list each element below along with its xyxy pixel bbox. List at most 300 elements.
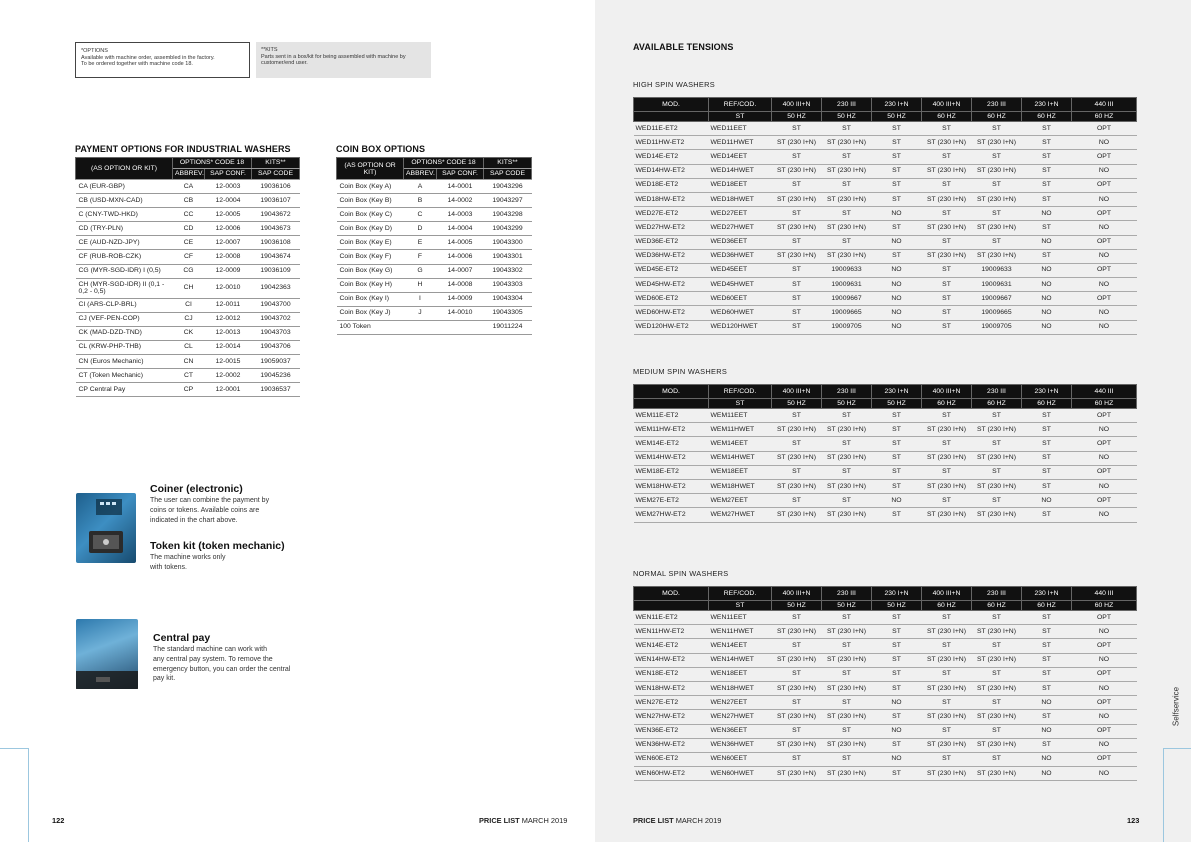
- payment-cell-sap-code: 19043673: [252, 222, 300, 236]
- tension-header-cell: 230 III: [822, 98, 872, 112]
- table-cell: WED27EET: [709, 207, 772, 221]
- table-cell: ST: [1022, 625, 1072, 639]
- table-cell: WED18HW-ET2: [634, 192, 709, 206]
- coiner-description: The user can combine the payment by coins or tokens. Available coins are indicated in the chart above.: [150, 497, 270, 524]
- table-cell: OPT: [1072, 207, 1137, 221]
- payment-cell-abbrev: CD: [173, 222, 205, 236]
- table-cell: ST: [1022, 437, 1072, 451]
- table-cell: WED36EET: [709, 235, 772, 249]
- table-cell: NO: [872, 320, 922, 334]
- table-cell: ST: [772, 494, 822, 508]
- table-cell: ST: [772, 178, 822, 192]
- table-cell: ST: [872, 738, 922, 752]
- tension-header-cell: 60 HZ: [1072, 112, 1137, 122]
- table-cell: WEM18E-ET2: [634, 465, 709, 479]
- medium-spin-title: MEDIUM SPIN WASHERS: [633, 367, 728, 376]
- payment-row: [76, 194, 300, 208]
- table-cell: ST: [922, 178, 972, 192]
- table-cell: ST: [1022, 164, 1072, 178]
- coinbox-cell-sap-conf: 14-0006: [437, 250, 484, 264]
- tension-header-cell: 400 III+N: [772, 385, 822, 399]
- payment-cell-option: CL (KRW-PHP-THB): [76, 340, 173, 354]
- footer-left: PRICE LIST MARCH 2019: [479, 816, 568, 825]
- coinbox-cell-sap-conf: [437, 320, 484, 334]
- table-cell: ST (230 I+N): [772, 451, 822, 465]
- table-cell: ST (230 I+N): [822, 479, 872, 493]
- coinbox-cell-abbrev: A: [404, 180, 437, 194]
- tension-header-cell: 60 HZ: [922, 112, 972, 122]
- coinbox-cell-abbrev: F: [404, 250, 437, 264]
- left-page: [0, 0, 595, 842]
- right-page: [595, 0, 1191, 842]
- tension-header-row: [634, 399, 1137, 409]
- payment-cell-sap-conf: 12-0012: [205, 312, 252, 326]
- table-cell: NO: [1022, 724, 1072, 738]
- table-cell: WEN14HW-ET2: [634, 653, 709, 667]
- table-cell: ST (230 I+N): [922, 136, 972, 150]
- tension-header-cell: 230 I+N: [1022, 385, 1072, 399]
- table-cell: ST: [822, 611, 872, 625]
- table-cell: NO: [1072, 508, 1137, 522]
- table-cell: ST (230 I+N): [772, 710, 822, 724]
- tension-header-cell: 230 I+N: [872, 587, 922, 601]
- tension-header-cell: 50 HZ: [772, 601, 822, 611]
- coiner-image: [76, 493, 136, 563]
- table-cell: ST (230 I+N): [822, 221, 872, 235]
- table-cell: 19009665: [822, 306, 872, 320]
- table-cell: ST: [972, 122, 1022, 136]
- table-cell: ST (230 I+N): [922, 738, 972, 752]
- table-cell: ST: [922, 724, 972, 738]
- coinbox-cell-abbrev: E: [404, 236, 437, 250]
- table-cell: ST (230 I+N): [922, 710, 972, 724]
- normal-spin-table: [633, 586, 1137, 781]
- payment-cell-sap-conf: 12-0015: [205, 355, 252, 369]
- table-cell: WEN18HWET: [709, 681, 772, 695]
- table-cell: ST (230 I+N): [822, 423, 872, 437]
- coinbox-row: [337, 180, 532, 194]
- tension-header-cell: 50 HZ: [772, 399, 822, 409]
- table-cell: WED11HWET: [709, 136, 772, 150]
- table-cell: WEN14EET: [709, 639, 772, 653]
- tension-header-cell: REF/COD.: [709, 385, 772, 399]
- table-cell: ST (230 I+N): [972, 681, 1022, 695]
- tension-header-cell: 50 HZ: [872, 601, 922, 611]
- table-cell: ST: [872, 479, 922, 493]
- table-cell: WED36E-ET2: [634, 235, 709, 249]
- payment-row: [76, 222, 300, 236]
- table-cell: ST: [972, 235, 1022, 249]
- payment-cell-abbrev: CI: [173, 298, 205, 312]
- table-cell: NO: [1072, 479, 1137, 493]
- table-cell: ST (230 I+N): [822, 710, 872, 724]
- table-cell: NO: [1072, 192, 1137, 206]
- table-row: [634, 767, 1137, 781]
- tension-header-cell: 60 HZ: [1022, 112, 1072, 122]
- tension-header-cell: [634, 601, 709, 611]
- payment-cell-sap-conf: 12-0007: [205, 236, 252, 250]
- table-cell: ST (230 I+N): [972, 653, 1022, 667]
- payment-subheader-abbrev: ABBREV.: [173, 169, 205, 180]
- table-cell: ST: [822, 235, 872, 249]
- table-cell: WEM14HW-ET2: [634, 451, 709, 465]
- table-cell: ST: [772, 207, 822, 221]
- table-cell: ST: [922, 263, 972, 277]
- table-cell: ST: [972, 465, 1022, 479]
- central-pay-illustration: [76, 619, 138, 689]
- payment-cell-sap-conf: 12-0005: [205, 208, 252, 222]
- payment-cell-abbrev: CA: [173, 180, 205, 194]
- table-cell: ST (230 I+N): [772, 221, 822, 235]
- payment-cell-option: CT (Token Mechanic): [76, 369, 173, 383]
- table-row: [634, 122, 1137, 136]
- table-cell: NO: [1022, 263, 1072, 277]
- table-cell: ST: [772, 320, 822, 334]
- table-cell: OPT: [1072, 724, 1137, 738]
- payment-cell-abbrev: CK: [173, 326, 205, 340]
- payment-cell-option: C (CNY-TWD-HKD): [76, 208, 173, 222]
- table-row: [634, 249, 1137, 263]
- table-cell: WED18HWET: [709, 192, 772, 206]
- table-cell: ST: [972, 724, 1022, 738]
- table-cell: NO: [1022, 292, 1072, 306]
- high-spin-table: [633, 97, 1137, 335]
- tension-header-row: [634, 587, 1137, 601]
- table-cell: ST: [872, 639, 922, 653]
- table-cell: WED14EET: [709, 150, 772, 164]
- payment-cell-sap-code: 19045236: [252, 369, 300, 383]
- table-row: [634, 451, 1137, 465]
- table-cell: NO: [872, 278, 922, 292]
- payment-cell-sap-code: 19059037: [252, 355, 300, 369]
- coinbox-cell-sap-code: 19043299: [484, 222, 532, 236]
- table-cell: WEN14HWET: [709, 653, 772, 667]
- table-cell: ST: [922, 494, 972, 508]
- table-cell: WEM27E-ET2: [634, 494, 709, 508]
- table-cell: ST: [922, 409, 972, 423]
- table-cell: 19009633: [972, 263, 1022, 277]
- table-cell: ST: [972, 207, 1022, 221]
- coinbox-cell-abbrev: J: [404, 306, 437, 320]
- table-cell: ST: [872, 136, 922, 150]
- table-cell: WED120HW-ET2: [634, 320, 709, 334]
- table-cell: ST: [772, 306, 822, 320]
- table-row: [634, 508, 1137, 522]
- tension-header-cell: 230 I+N: [1022, 587, 1072, 601]
- coinbox-cell-abbrev: G: [404, 264, 437, 278]
- table-cell: WED11EET: [709, 122, 772, 136]
- table-cell: NO: [1022, 278, 1072, 292]
- payment-cell-sap-code: 19043672: [252, 208, 300, 222]
- table-cell: WEN18E-ET2: [634, 667, 709, 681]
- coinbox-cell-sap-conf: 14-0009: [437, 292, 484, 306]
- tension-header-cell: 60 HZ: [1072, 601, 1137, 611]
- right-corner-vline: [1163, 748, 1164, 842]
- side-label: Selfservice: [1171, 686, 1181, 727]
- table-cell: NO: [872, 263, 922, 277]
- table-cell: ST: [772, 724, 822, 738]
- coinbox-cell-abbrev: [404, 320, 437, 334]
- table-cell: ST: [822, 150, 872, 164]
- tension-header-cell: 50 HZ: [872, 112, 922, 122]
- coinbox-cell-sap-conf: 14-0007: [437, 264, 484, 278]
- table-cell: ST: [922, 292, 972, 306]
- table-cell: ST: [922, 752, 972, 766]
- coinbox-row: [337, 208, 532, 222]
- table-cell: ST: [822, 752, 872, 766]
- table-row: [634, 681, 1137, 695]
- tension-header-cell: 60 HZ: [972, 112, 1022, 122]
- table-cell: WED11HW-ET2: [634, 136, 709, 150]
- table-cell: ST: [1022, 653, 1072, 667]
- table-cell: WED36HW-ET2: [634, 249, 709, 263]
- table-cell: ST (230 I+N): [972, 192, 1022, 206]
- payment-cell-sap-code: 19043702: [252, 312, 300, 326]
- table-cell: NO: [1072, 320, 1137, 334]
- tension-header-cell: 400 III+N: [922, 98, 972, 112]
- table-cell: WEN11HW-ET2: [634, 625, 709, 639]
- table-cell: WED45HW-ET2: [634, 278, 709, 292]
- coinbox-row: [337, 264, 532, 278]
- table-row: [634, 494, 1137, 508]
- payment-cell-sap-conf: 12-0010: [205, 278, 252, 298]
- table-cell: ST: [1022, 150, 1072, 164]
- table-cell: ST: [972, 639, 1022, 653]
- payment-cell-option: CD (TRY-PLN): [76, 222, 173, 236]
- table-cell: OPT: [1072, 263, 1137, 277]
- table-row: [634, 710, 1137, 724]
- table-cell: NO: [1072, 278, 1137, 292]
- tension-header-cell: 60 HZ: [1022, 399, 1072, 409]
- kits-note: **KITS Parts sent in a box/kit for being assembled with machine by customer/end user.: [256, 42, 431, 78]
- table-cell: WED14HWET: [709, 164, 772, 178]
- tension-header-cell: REF/COD.: [709, 98, 772, 112]
- payment-row: [76, 383, 300, 397]
- table-cell: ST: [972, 409, 1022, 423]
- tension-header-cell: 230 I+N: [1022, 98, 1072, 112]
- table-cell: WEN27EET: [709, 696, 772, 710]
- table-cell: WED18E-ET2: [634, 178, 709, 192]
- table-cell: ST: [922, 667, 972, 681]
- table-cell: ST: [822, 409, 872, 423]
- table-cell: ST: [922, 696, 972, 710]
- table-cell: NO: [1022, 696, 1072, 710]
- table-cell: NO: [1022, 752, 1072, 766]
- table-cell: 19009667: [972, 292, 1022, 306]
- central-pay-name: Central pay: [153, 632, 211, 644]
- table-cell: ST (230 I+N): [772, 479, 822, 493]
- coinbox-cell-option: Coin Box (Key C): [337, 208, 404, 222]
- table-cell: WEM27HWET: [709, 508, 772, 522]
- coin-box-options-title: COIN BOX OPTIONS: [336, 144, 426, 154]
- payment-cell-sap-code: 19043703: [252, 326, 300, 340]
- payment-header-kits: KITS**: [252, 158, 300, 169]
- table-cell: ST: [872, 465, 922, 479]
- payment-header-option: (AS OPTION OR KIT): [76, 158, 173, 180]
- table-row: [634, 136, 1137, 150]
- table-cell: NO: [1022, 207, 1072, 221]
- table-row: [634, 667, 1137, 681]
- table-cell: ST: [1022, 738, 1072, 752]
- table-cell: WEN27HWET: [709, 710, 772, 724]
- table-cell: ST: [872, 192, 922, 206]
- coinbox-cell-sap-conf: 14-0002: [437, 194, 484, 208]
- table-cell: ST (230 I+N): [822, 767, 872, 781]
- tension-header-cell: 50 HZ: [822, 601, 872, 611]
- table-cell: WEN60EET: [709, 752, 772, 766]
- payment-row: [76, 236, 300, 250]
- coin-box-options-table: [336, 157, 532, 335]
- table-cell: NO: [1072, 164, 1137, 178]
- table-cell: NO: [872, 696, 922, 710]
- coinbox-cell-abbrev: D: [404, 222, 437, 236]
- table-cell: ST: [922, 150, 972, 164]
- payment-row: [76, 369, 300, 383]
- table-cell: ST (230 I+N): [922, 249, 972, 263]
- tension-header-cell: 230 III: [972, 587, 1022, 601]
- table-cell: WED45HWET: [709, 278, 772, 292]
- table-row: [634, 639, 1137, 653]
- tension-header-cell: 400 III+N: [922, 587, 972, 601]
- tension-header-cell: 50 HZ: [872, 399, 922, 409]
- table-cell: ST: [1022, 178, 1072, 192]
- token-kit-name: Token kit (token mechanic): [150, 540, 285, 552]
- tension-header-cell: 230 III: [822, 587, 872, 601]
- table-cell: NO: [1072, 136, 1137, 150]
- tension-header-cell: 230 III: [822, 385, 872, 399]
- table-cell: ST (230 I+N): [772, 625, 822, 639]
- table-cell: ST: [772, 696, 822, 710]
- table-cell: ST (230 I+N): [772, 423, 822, 437]
- table-cell: WED18EET: [709, 178, 772, 192]
- table-cell: ST: [772, 292, 822, 306]
- payment-cell-sap-conf: 12-0014: [205, 340, 252, 354]
- table-cell: OPT: [1072, 235, 1137, 249]
- table-row: [634, 207, 1137, 221]
- coinbox-cell-sap-code: 19043303: [484, 278, 532, 292]
- payment-cell-option: CF (RUB-ROB-CZK): [76, 250, 173, 264]
- table-cell: ST: [772, 465, 822, 479]
- coinbox-cell-option: Coin Box (Key F): [337, 250, 404, 264]
- payment-row: [76, 355, 300, 369]
- table-cell: ST: [872, 409, 922, 423]
- table-cell: 19009633: [822, 263, 872, 277]
- tension-header-cell: 60 HZ: [922, 399, 972, 409]
- table-cell: ST (230 I+N): [822, 192, 872, 206]
- coinbox-cell-option: Coin Box (Key J): [337, 306, 404, 320]
- payment-cell-sap-conf: 12-0002: [205, 369, 252, 383]
- table-cell: WEN18HW-ET2: [634, 681, 709, 695]
- table-cell: ST: [972, 494, 1022, 508]
- payment-row: [76, 264, 300, 278]
- table-cell: WED120HWET: [709, 320, 772, 334]
- table-cell: NO: [1072, 738, 1137, 752]
- table-cell: WEN11E-ET2: [634, 611, 709, 625]
- payment-cell-abbrev: CN: [173, 355, 205, 369]
- payment-cell-sap-conf: 12-0008: [205, 250, 252, 264]
- table-cell: WEN60E-ET2: [634, 752, 709, 766]
- tension-header-cell: 230 III: [972, 385, 1022, 399]
- table-cell: WED27HW-ET2: [634, 221, 709, 235]
- table-cell: NO: [872, 752, 922, 766]
- table-cell: ST: [872, 150, 922, 164]
- table-cell: ST: [822, 667, 872, 681]
- table-cell: ST: [1022, 710, 1072, 724]
- table-cell: WEM14EET: [709, 437, 772, 451]
- table-row: [634, 263, 1137, 277]
- table-row: [634, 437, 1137, 451]
- coinbox-cell-option: Coin Box (Key E): [337, 236, 404, 250]
- table-cell: ST: [772, 409, 822, 423]
- table-cell: ST: [1022, 423, 1072, 437]
- table-cell: ST: [1022, 192, 1072, 206]
- tension-header-cell: ST: [709, 601, 772, 611]
- table-cell: NO: [1072, 767, 1137, 781]
- payment-header-options: OPTIONS* CODE 18: [173, 158, 252, 169]
- payment-cell-sap-conf: 12-0006: [205, 222, 252, 236]
- table-cell: WED45E-ET2: [634, 263, 709, 277]
- table-cell: WEN36HWET: [709, 738, 772, 752]
- table-row: [634, 221, 1137, 235]
- payment-cell-option: CN (Euros Mechanic): [76, 355, 173, 369]
- table-cell: ST: [922, 207, 972, 221]
- table-cell: ST: [922, 611, 972, 625]
- table-cell: ST: [872, 451, 922, 465]
- left-corner-vline: [28, 748, 29, 842]
- table-cell: ST: [872, 611, 922, 625]
- table-cell: ST: [922, 306, 972, 320]
- table-cell: NO: [872, 207, 922, 221]
- tension-header-cell: 400 III+N: [772, 98, 822, 112]
- payment-cell-option: CK (MAD-DZD-TND): [76, 326, 173, 340]
- tension-header-cell: 60 HZ: [972, 399, 1022, 409]
- table-cell: ST (230 I+N): [972, 767, 1022, 781]
- table-cell: ST: [972, 178, 1022, 192]
- payment-cell-option: CE (AUD-NZD-JPY): [76, 236, 173, 250]
- coinbox-cell-sap-conf: 14-0005: [437, 236, 484, 250]
- table-cell: ST: [922, 639, 972, 653]
- table-cell: WED60E-ET2: [634, 292, 709, 306]
- table-cell: ST: [822, 207, 872, 221]
- tension-header-cell: MOD.: [634, 587, 709, 601]
- table-cell: ST (230 I+N): [922, 767, 972, 781]
- payment-row: [76, 298, 300, 312]
- coinbox-header-options: OPTIONS* CODE 18: [404, 158, 484, 169]
- coinbox-row: [337, 194, 532, 208]
- table-cell: ST: [872, 667, 922, 681]
- coiner-name: Coiner (electronic): [150, 483, 243, 495]
- table-cell: NO: [872, 306, 922, 320]
- table-cell: ST: [872, 437, 922, 451]
- coinbox-cell-sap-code: 19043296: [484, 180, 532, 194]
- coinbox-cell-sap-conf: 14-0003: [437, 208, 484, 222]
- table-cell: ST: [1022, 479, 1072, 493]
- coinbox-cell-sap-code: 19043302: [484, 264, 532, 278]
- tension-header-cell: [634, 399, 709, 409]
- table-cell: NO: [1072, 710, 1137, 724]
- table-row: [634, 306, 1137, 320]
- table-cell: ST: [772, 150, 822, 164]
- table-cell: OPT: [1072, 150, 1137, 164]
- table-cell: NO: [1072, 653, 1137, 667]
- payment-cell-option: CA (EUR-GBP): [76, 180, 173, 194]
- payment-cell-abbrev: CE: [173, 236, 205, 250]
- payment-options-table: [75, 157, 300, 397]
- table-cell: ST (230 I+N): [772, 164, 822, 178]
- coinbox-subheader-sapconf: SAP CONF.: [437, 169, 484, 180]
- table-cell: WED14HW-ET2: [634, 164, 709, 178]
- table-cell: NO: [1022, 306, 1072, 320]
